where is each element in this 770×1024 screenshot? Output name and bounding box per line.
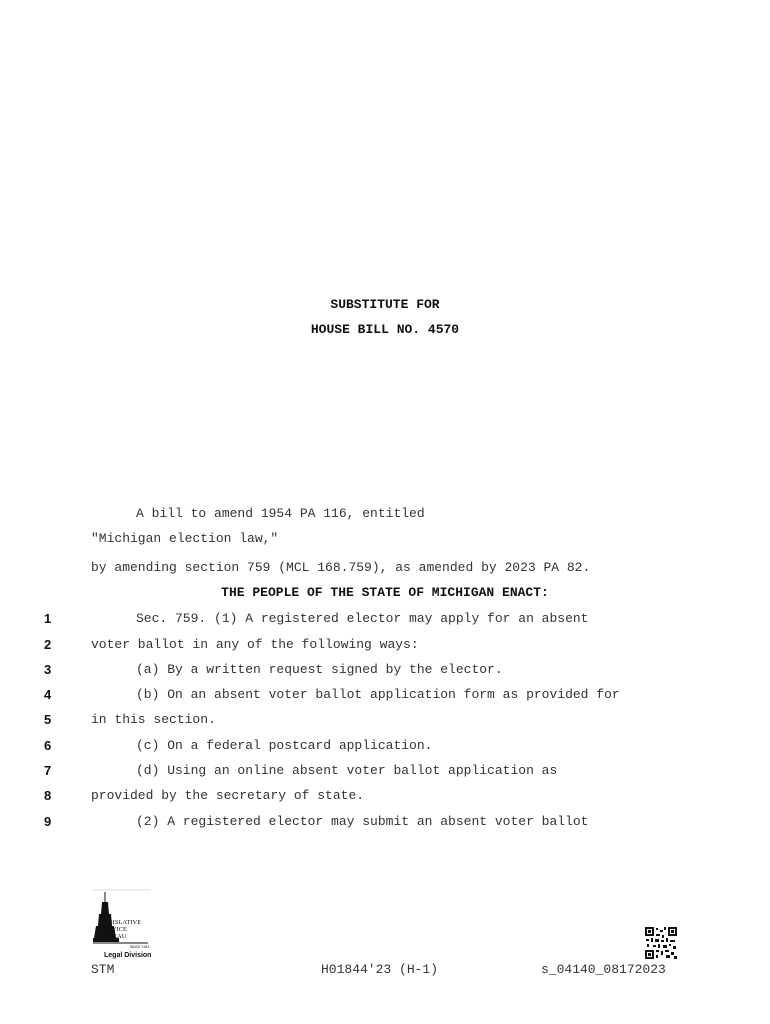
enacting-clause: THE PEOPLE OF THE STATE OF MICHIGAN ENACT: xyxy=(221,585,549,600)
logo-since: SINCE 1941 xyxy=(130,945,150,949)
body-line: (d) Using an online absent voter ballot application as xyxy=(136,763,558,778)
body-line: (a) By a written request signed by the elector. xyxy=(136,662,503,677)
line-number: 8 xyxy=(44,788,52,803)
intro-line-1: A bill to amend 1954 PA 116, entitled xyxy=(136,506,425,521)
qr-code-icon xyxy=(644,926,678,960)
qr-code xyxy=(644,926,678,960)
body-line: (2) A registered elector may submit an absent voter ballot xyxy=(136,814,589,829)
logo-text-2: ERVICE xyxy=(104,926,127,933)
body-line: voter ballot in any of the following ways: xyxy=(91,637,419,652)
capitol-dome-icon xyxy=(90,886,154,962)
logo-caption: Legal Division xyxy=(104,952,152,959)
body-line: in this section. xyxy=(91,712,216,727)
line-number: 7 xyxy=(44,763,52,778)
lsb-logo xyxy=(90,886,154,962)
line-number: 2 xyxy=(44,637,52,652)
substitute-for-title: SUBSTITUTE FOR xyxy=(330,297,440,312)
body-line: (b) On an absent voter ballot application form as provided for xyxy=(136,687,620,702)
line-number: 4 xyxy=(44,687,52,702)
body-line: Sec. 759. (1) A registered elector may apply for an absent xyxy=(136,611,589,626)
line-number: 6 xyxy=(44,738,52,753)
body-line: provided by the secretary of state. xyxy=(91,788,365,803)
footer-doc-id: H01844'23 (H-1) xyxy=(321,962,439,977)
line-number: 9 xyxy=(44,814,52,829)
line-number: 5 xyxy=(44,712,52,727)
bill-number: HOUSE BILL NO. 4570 xyxy=(310,322,460,337)
intro-line-2: "Michigan election law," xyxy=(91,531,279,546)
logo-text-1: EGISLATIVE xyxy=(104,919,142,926)
footer-file-id: s_04140_08172023 xyxy=(541,962,666,977)
logo-text-3: UREAU xyxy=(104,933,127,940)
line-number: 3 xyxy=(44,662,52,677)
intro-line-3: by amending section 759 (MCL 168.759), as amended by 2023 PA 82. xyxy=(91,560,591,575)
footer-initials: STM xyxy=(91,962,115,977)
line-number: 1 xyxy=(44,611,52,626)
body-line: (c) On a federal postcard application. xyxy=(136,738,433,753)
